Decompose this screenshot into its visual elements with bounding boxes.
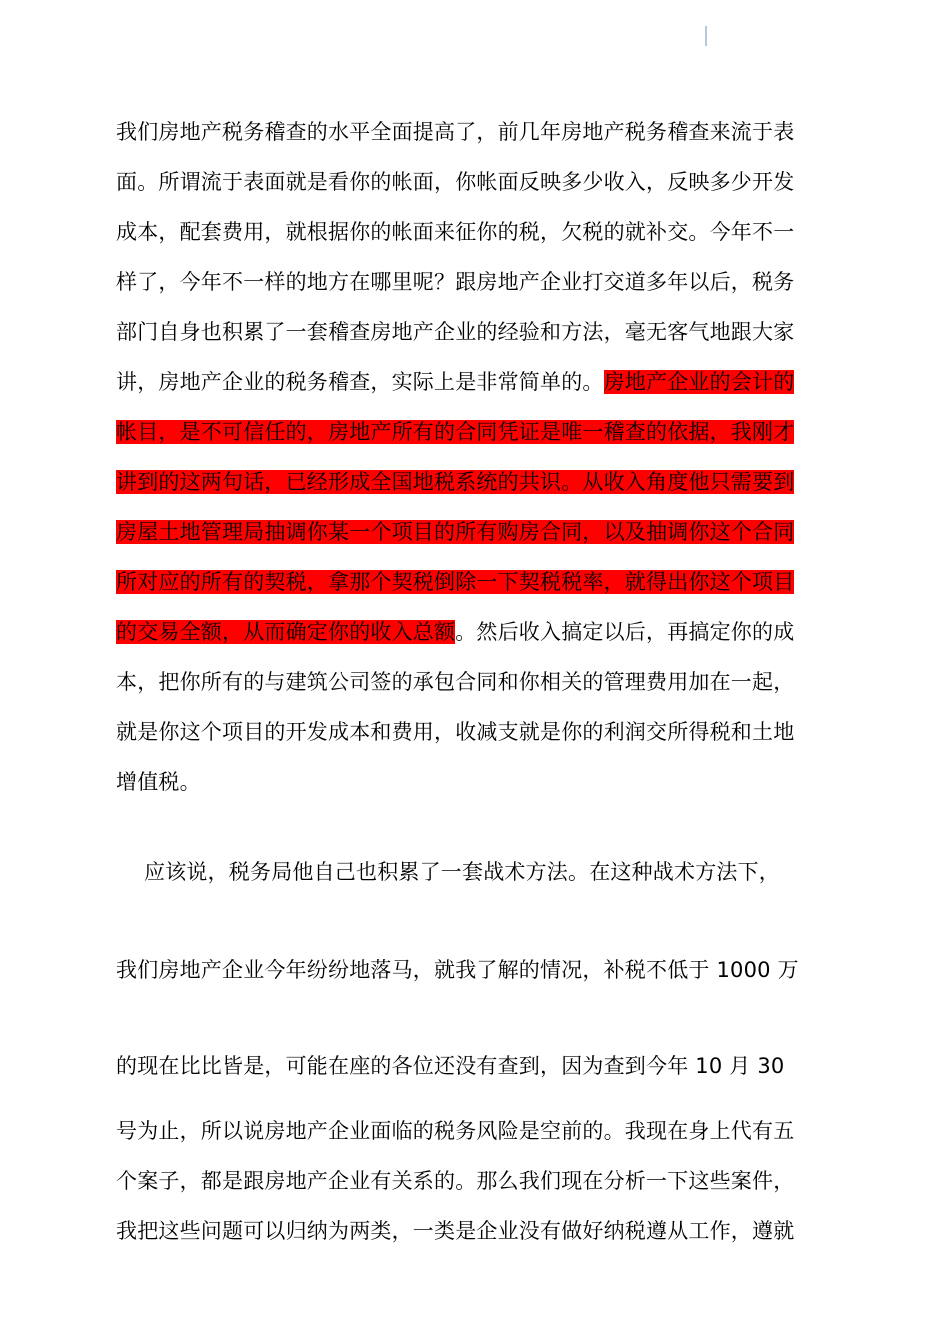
line-text: 面。所谓流于表面就是看你的帐面，你帐面反映多少收入，反映多少开发 xyxy=(116,170,795,194)
paragraph-line xyxy=(116,1216,836,1246)
paragraph-line xyxy=(116,1116,836,1146)
paragraph-line xyxy=(116,567,836,597)
paragraph-line xyxy=(116,617,836,647)
line-text: 的现在比比皆是，可能在座的各位还没有查到，因为查到今年 10 月 30 xyxy=(116,1054,785,1078)
highlighted-text: 房屋土地管理局抽调你某一个项目的所有购房合同，以及抽调你这个合同 xyxy=(116,520,795,544)
paragraph-line xyxy=(116,717,836,747)
line-text: 样了，今年不一样的地方在哪里呢？跟房地产企业打交道多年以后，税务 xyxy=(116,270,795,294)
paragraph-line xyxy=(116,1166,836,1196)
line-text: 我们房地产税务稽查的水平全面提高了，前几年房地产税务稽查来流于表 xyxy=(116,120,795,144)
paragraph-line xyxy=(116,167,836,197)
paragraph-line xyxy=(116,217,836,247)
paragraph-line xyxy=(116,467,836,497)
paragraph-line xyxy=(116,667,836,697)
line-text: 我把这些问题可以归纳为两类，一类是企业没有做好纳税遵从工作，遵就 xyxy=(116,1219,795,1243)
paragraph-line xyxy=(116,955,836,985)
paragraph-line xyxy=(116,417,836,447)
line-text: 号为止，所以说房地产企业面临的税务风险是空前的。我现在身上代有五 xyxy=(116,1119,795,1143)
line-text: 成本，配套费用，就根据你的帐面来征你的税，欠税的就补交。今年不一 xyxy=(116,220,795,244)
line-text: 我们房地产企业今年纷纷地落马，就我了解的情况，补税不低于 1000 万 xyxy=(116,958,799,982)
text-cursor-mark xyxy=(705,26,707,46)
line-text: 个案子，都是跟房地产企业有关系的。那么我们现在分析一下这些案件， xyxy=(116,1169,795,1193)
paragraph-line xyxy=(116,117,836,147)
line-text: 讲，房地产企业的税务稽查，实际上是非常简单的。 xyxy=(116,370,604,394)
highlighted-text: 讲到的这两句话，已经形成全国地税系统的共识。从收入角度他只需要到 xyxy=(116,470,795,494)
paragraph-line xyxy=(116,367,836,397)
highlighted-text: 帐目，是不可信任的，房地产所有的合同凭证是唯一稽查的依据，我刚才 xyxy=(116,420,795,444)
paragraph-line xyxy=(116,767,836,797)
paragraph-line xyxy=(116,267,836,297)
highlighted-text: 所对应的所有的契税，拿那个契税倒除一下契税税率，就得出你这个项目 xyxy=(116,570,795,594)
line-text: 本，把你所有的与建筑公司签的承包合同和你相关的管理费用加在一起， xyxy=(116,670,795,694)
paragraph-line xyxy=(116,1051,836,1081)
highlighted-text: 房地产企业的会计的 xyxy=(603,370,795,394)
paragraph-line xyxy=(116,317,836,347)
line-text: 增值税。 xyxy=(116,770,201,794)
line-text: 。然后收入搞定以后，再搞定你的成 xyxy=(455,620,795,644)
line-text: 应该说，税务局他自己也积累了一套战术方法。在这种战术方法下， xyxy=(144,860,780,884)
paragraph-line xyxy=(144,857,864,887)
line-text: 就是你这个项目的开发成本和费用，收减支就是你的利润交所得税和土地 xyxy=(116,720,795,744)
highlighted-text: 的交易全额，从而确定你的收入总额 xyxy=(116,620,456,644)
paragraph-line xyxy=(116,517,836,547)
line-text: 部门自身也积累了一套稽查房地产企业的经验和方法，毫无客气地跟大家 xyxy=(116,320,795,344)
